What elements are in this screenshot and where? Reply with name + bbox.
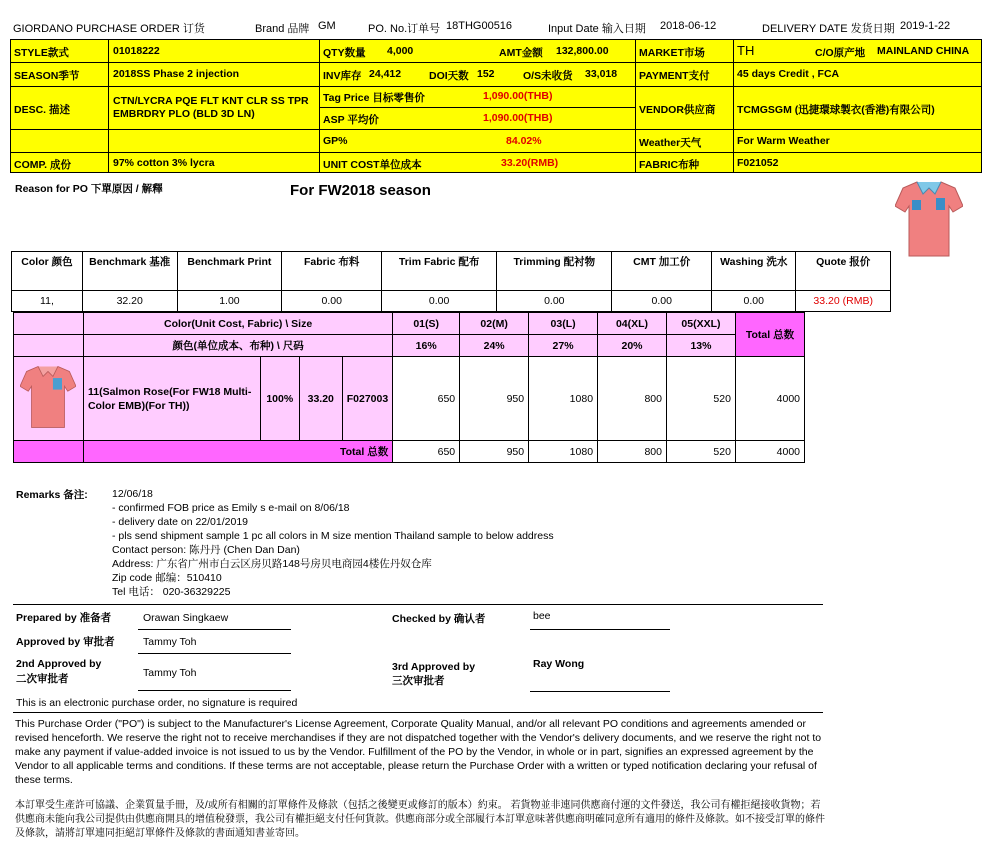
season-label: SEASON季节 xyxy=(14,70,80,82)
row-qty-m: 950 xyxy=(460,357,529,441)
desc-label: DESC. 描述 xyxy=(14,104,71,116)
cost-header-cmt: CMT 加工价 xyxy=(612,252,712,291)
po-value: 18THG00516 xyxy=(446,20,513,32)
company-title: GIORDANO PURCHASE ORDER 订货 xyxy=(13,23,205,35)
comp-label: COMP. 成份 xyxy=(14,159,71,171)
checked-value: bee xyxy=(533,610,551,622)
third-approved-signature-line xyxy=(530,691,670,692)
input-date-label: Input Date 输入日期 xyxy=(548,23,646,35)
cost-header-benchmark: Benchmark 基准 xyxy=(82,252,177,291)
unit-cost-label: UNIT COST单位成本 xyxy=(323,159,422,171)
remarks-line: 12/06/18 xyxy=(112,488,153,500)
footer-grand-total: 4000 xyxy=(735,441,804,463)
tag-price-label: Tag Price 目标零售价 xyxy=(323,92,425,104)
cost-trim-fabric: 0.00 xyxy=(382,291,497,312)
qty-value: 4,000 xyxy=(387,45,414,57)
brand-label: Brand 品牌 xyxy=(255,23,310,35)
asp-value: 1,090.00(THB) xyxy=(483,112,553,124)
approved-label: Approved by 审批者 xyxy=(16,636,115,648)
cost-trimming: 0.00 xyxy=(497,291,612,312)
doi-value: 152 xyxy=(477,68,495,80)
footer-qty-xxl: 520 xyxy=(666,441,735,463)
ratio-l: 27% xyxy=(529,335,598,357)
cost-header-benchmark-print: Benchmark Print xyxy=(177,252,282,291)
doi-label: DOI天数 xyxy=(429,70,469,82)
prepared-signature-line xyxy=(138,629,291,630)
unit-cost-value: 33.20(RMB) xyxy=(501,157,559,169)
asp-label: ASP 平均价 xyxy=(323,114,379,126)
reason-label: Reason for PO 下單原因 / 解釋 xyxy=(15,183,163,195)
delivery-date-value: 2019-1-22 xyxy=(900,20,951,32)
style-value: 01018222 xyxy=(113,45,160,57)
remarks-line: - confirmed FOB price as Emily s e-mail on 8/06/18 xyxy=(112,502,350,514)
os-label: O/S未收货 xyxy=(523,70,573,82)
cost-breakdown-table xyxy=(11,251,891,312)
cost-header-quote: Quote 报价 xyxy=(796,252,891,291)
remarks-body xyxy=(112,487,554,599)
order-info-grid xyxy=(10,39,982,173)
row-qty-xxl: 520 xyxy=(666,357,735,441)
origin-value: MAINLAND CHINA xyxy=(877,45,970,57)
size-header-m: 02(M) xyxy=(460,313,529,335)
size-header-cn: 颜色(单位成本、布种) \ 尺码 xyxy=(83,335,392,357)
approved-signature-line xyxy=(138,653,291,654)
payment-label: PAYMENT支付 xyxy=(639,70,710,82)
reason-value: For FW2018 season xyxy=(290,182,431,199)
row-shirt-image xyxy=(20,359,76,435)
checked-signature-line xyxy=(530,629,670,630)
origin-label: C/O原产地 xyxy=(815,47,866,59)
brand-value: GM xyxy=(318,20,336,32)
second-approved-value: Tammy Toh xyxy=(143,667,197,679)
third-approved-value: Ray Wong xyxy=(533,658,585,670)
amt-label: AMT金额 xyxy=(499,47,543,59)
cost-quote: 33.20 (RMB) xyxy=(796,291,891,312)
remarks-line: Contact person: 陈丹丹 (Chen Dan Dan) xyxy=(112,544,300,556)
electronic-note: This is an electronic purchase order, no signature is required xyxy=(16,697,298,709)
input-date-value: 2018-06-12 xyxy=(660,20,717,32)
ratio-s: 16% xyxy=(393,335,460,357)
size-header-s: 01(S) xyxy=(393,313,460,335)
terms-chinese: 本訂單受生產許可協議、企業質量手冊，及/或所有相關的訂單條件及條款（包括之後變更或修訂的版本）約束。 若貨物並非連同供應商付運的文件發送，我公司有權拒絕接收貨物；若供應商未能向我公司提供由供應商開具的增值稅發票，我公司有權拒絕支付任何貨款。供應商部分或全部履行本訂單意味著供應商明確同意所有適用的條件及條款。如不接受訂單的條件及條款，請將訂單連同拒絕訂單條件及條款的書面通知書並寄回。 xyxy=(15,800,825,839)
cost-washing: 0.00 xyxy=(712,291,796,312)
ratio-xl: 20% xyxy=(598,335,667,357)
row-qty-s: 650 xyxy=(393,357,460,441)
remarks-line: - pls send shipment sample 1 pc all colors in M size mention Thailand sample to below address xyxy=(112,530,554,542)
vendor-label: VENDOR供应商 xyxy=(639,104,716,116)
cost-fabric: 0.00 xyxy=(282,291,382,312)
season-value: 2018SS Phase 2 injection xyxy=(113,68,240,80)
remarks-label: Remarks 备注: xyxy=(16,489,88,501)
prepared-label: Prepared by 准备者 xyxy=(16,612,112,624)
os-value: 33,018 xyxy=(585,68,618,80)
footer-total-label: Total 总数 xyxy=(83,441,392,463)
row-image-cell xyxy=(14,357,84,441)
third-approved-label: 3rd Approved by xyxy=(392,661,476,673)
size-header-xl: 04(XL) xyxy=(598,313,667,335)
size-header-en: Color(Unit Cost, Fabric) \ Size xyxy=(83,313,392,335)
second-approved-label-cn: 二次审批者 xyxy=(16,673,69,685)
cost-header-color: Color 颜色 xyxy=(12,252,83,291)
remarks-line: Tel 电话： 020-36329225 xyxy=(112,586,231,598)
style-label: STYLE款式 xyxy=(14,47,69,59)
footer-qty-l: 1080 xyxy=(529,441,598,463)
weather-value: For Warm Weather xyxy=(737,135,830,147)
cost-cmt: 0.00 xyxy=(612,291,712,312)
delivery-date-label: DELIVERY DATE 发货日期 xyxy=(762,23,895,35)
size-row xyxy=(14,357,805,441)
cost-benchmark-print: 1.00 xyxy=(177,291,282,312)
desc-line-2: EMBRDRY PLO (BLD 3D LN) xyxy=(113,108,255,120)
remarks-line: - delivery date on 22/01/2019 xyxy=(112,516,249,528)
footer-qty-s: 650 xyxy=(393,441,460,463)
payment-value: 45 days Credit , FCA xyxy=(737,68,840,80)
checked-label: Checked by 确认者 xyxy=(392,613,486,625)
cost-color: 11, xyxy=(12,291,83,312)
footer-qty-m: 950 xyxy=(460,441,529,463)
inv-label: INV库存 xyxy=(323,70,362,82)
market-label: MARKET市场 xyxy=(639,47,705,59)
cost-benchmark: 32.20 xyxy=(82,291,177,312)
size-header-total: Total 总数 xyxy=(735,313,804,357)
vendor-value: TCMGSGM (迅捷環球製衣(香港)有限公司) xyxy=(737,104,935,116)
product-shirt-image xyxy=(895,178,963,260)
third-approved-label-cn: 三次审批者 xyxy=(392,675,445,687)
po-label: PO. No.订单号 xyxy=(368,23,441,35)
ratio-xxl: 13% xyxy=(666,335,735,357)
inv-value: 24,412 xyxy=(369,68,402,80)
row-cost: 33.20 xyxy=(299,357,342,441)
gp-value: 84.02% xyxy=(506,135,542,147)
row-color: 11(Salmon Rose(For FW18 Multi-Color EMB)(For TH)) xyxy=(83,357,260,441)
size-breakdown-table xyxy=(13,312,805,463)
second-approved-signature-line xyxy=(138,690,291,691)
fabric-label: FABRIC布种 xyxy=(639,159,700,171)
second-approved-label: 2nd Approved by xyxy=(16,658,102,670)
amt-value: 132,800.00 xyxy=(556,45,609,57)
tag-price-value: 1,090.00(THB) xyxy=(483,90,553,102)
weather-label: Weather天气 xyxy=(639,137,702,149)
approved-value: Tammy Toh xyxy=(143,636,197,648)
cost-header-fabric: Fabric 布料 xyxy=(282,252,382,291)
approvals-divider xyxy=(13,604,823,605)
footer-qty-xl: 800 xyxy=(598,441,667,463)
fabric-value: F021052 xyxy=(737,157,779,169)
remarks-line: Address: 广东省广州市白云区房贝路148号房贝电商园4楼佐丹奴仓库 xyxy=(112,558,432,570)
row-qty-l: 1080 xyxy=(529,357,598,441)
row-fabric: F027003 xyxy=(342,357,392,441)
row-pct: 100% xyxy=(260,357,299,441)
terms-english: This Purchase Order ("PO") is subject to the Manufacturer's License Agreement, Corporate Quality Manual, and/or all relevant PO conditions and agreements amended or revised henceforth. We reserve the right not to receive merchandises if they are not dispatched together with the Vendor's delivery documents, and we reserve the right not to make any payment if value-added invoice is not issued to us by the Vendor. Fulfillment of the PO by the Vendor, in whole or in part, signifies an expressed agreement by the Vendor to all applicable terms and conditions. If these terms are not acceptable, please return the Purchase Order with a written or typed notification declaring your refusal of these terms. xyxy=(15,718,822,786)
remarks-line: Zip code 邮编：510410 xyxy=(112,572,222,584)
cost-header-trimming: Trimming 配衬物 xyxy=(497,252,612,291)
market-value: TH xyxy=(737,43,755,58)
gp-label: GP% xyxy=(323,135,348,147)
size-header-l: 03(L) xyxy=(529,313,598,335)
prepared-value: Orawan Singkaew xyxy=(143,612,229,624)
comp-value: 97% cotton 3% lycra xyxy=(113,157,215,169)
row-total: 4000 xyxy=(735,357,804,441)
row-qty-xl: 800 xyxy=(598,357,667,441)
size-header-xxl: 05(XXL) xyxy=(666,313,735,335)
terms-divider xyxy=(13,712,823,713)
desc-line-1: CTN/LYCRA PQE FLT KNT CLR SS TPR xyxy=(113,95,309,107)
cost-header-trim-fabric: Trim Fabric 配布 xyxy=(382,252,497,291)
cost-header-washing: Washing 洗水 xyxy=(712,252,796,291)
ratio-m: 24% xyxy=(460,335,529,357)
qty-label: QTY数量 xyxy=(323,47,366,59)
